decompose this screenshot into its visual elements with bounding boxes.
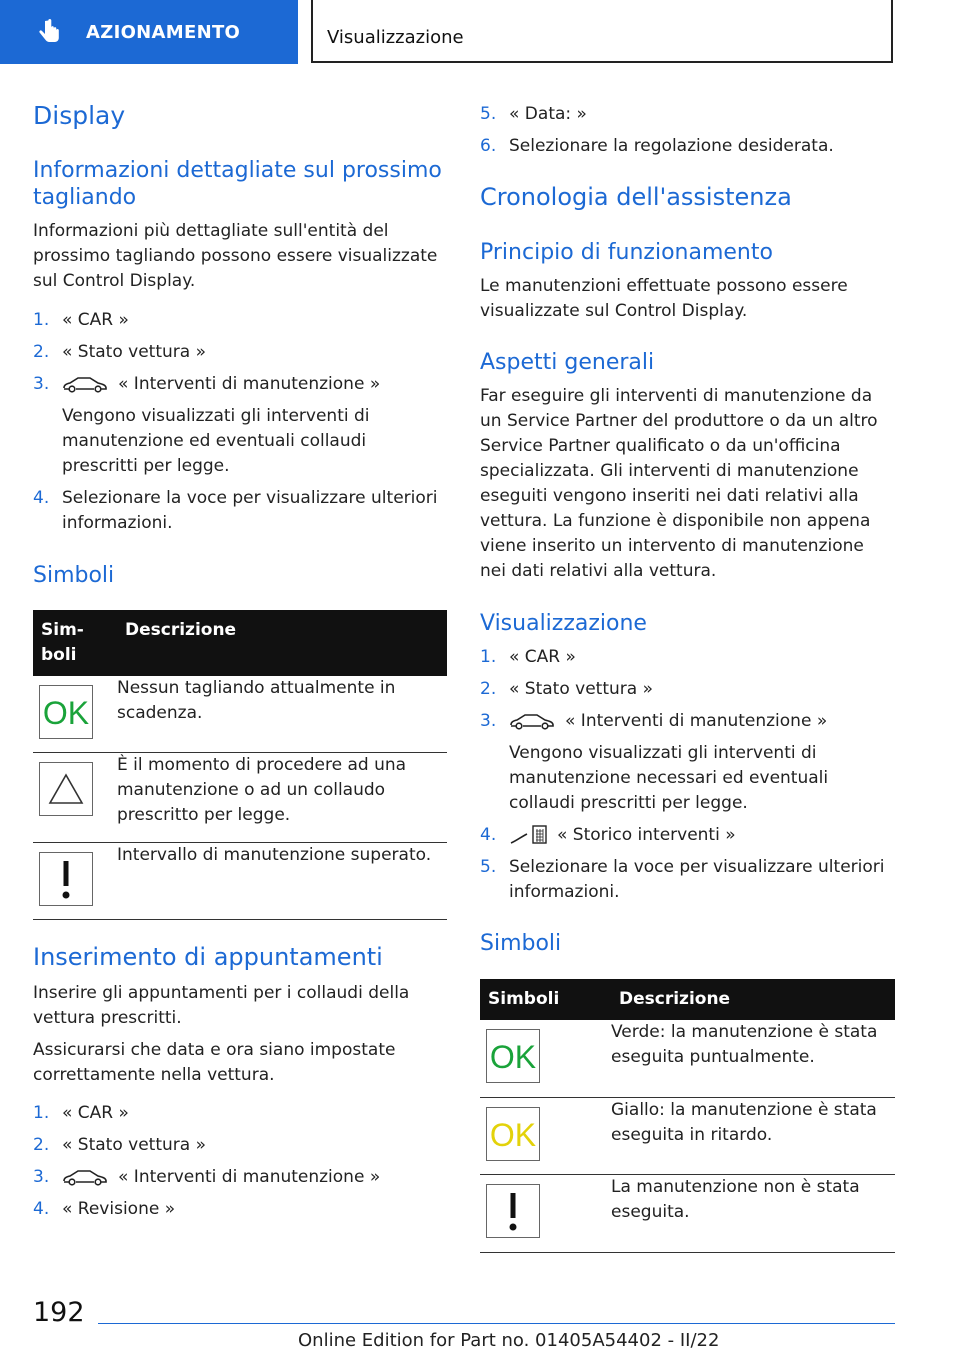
page-number: 192: [33, 1297, 85, 1328]
edition-text: Online Edition for Part no. 01405A54402 - II/22: [298, 1330, 720, 1351]
svg-text:OK: OK: [489, 1039, 537, 1075]
page-header: [0, 0, 960, 66]
list-item: 4. « Storico interventi »: [480, 825, 736, 845]
paragraph-general: Far eseguire gli interventi di manutenzione da un Service Partner del produttore o da un altro Service Partner qualificato o da un'officina specializzata. Gli interventi di manutenzione eseguiti vengono inseriti nei dati relativi alla vettura. La funzione è disponibile non appena viene inserito un intervento di manutenzione nei dati relativi alla vettura.: [480, 386, 878, 581]
table-row: La manutenzione non è stata eseguita.: [480, 1174, 895, 1252]
chapter-tab: [0, 0, 298, 64]
list-item: 4. Selezionare la voce per visualizzare ulteriori informazioni.: [33, 488, 438, 533]
paragraph-appointments: Inserire gli appuntamenti per i collaudi della vettura prescritti.: [33, 983, 410, 1028]
column-header-symbols: Simboli: [480, 979, 611, 1020]
exclamation-icon: [486, 1184, 540, 1238]
table-row: È il momento di procedere ad una manutenzione o ad un collaudo prescritto per legge.: [33, 752, 447, 842]
heading-visualization: Visualizzazione: [480, 611, 647, 636]
heading-principle: Principio di funzionamento: [480, 240, 773, 265]
car-icon: [62, 1168, 108, 1186]
list-item: 5. Selezionare la voce per visualizzare ulteriori informazioni.: [480, 857, 885, 902]
list-item: 3. « Interventi di manutenzione »: [33, 1167, 381, 1187]
step-note: Vengono visualizzati gli interventi di manutenzione necessari ed eventuali collaudi prescritti per legge.: [509, 743, 829, 813]
list-item: 5. « Data: »: [480, 104, 587, 124]
heading-general: Aspetti generali: [480, 350, 655, 375]
column-header-description: Descrizione: [117, 610, 447, 676]
car-icon: [509, 712, 555, 730]
ok-green-icon: [39, 685, 93, 739]
footer-divider: [98, 1323, 895, 1324]
paragraph-date-time: Assicurarsi che data e ora siano impostate correttamente nella vettura.: [33, 1040, 396, 1085]
paragraph-intro: Informazioni più dettagliate sull'entità del prossimo tagliando possono essere visualizzate sul Control Display.: [33, 221, 438, 291]
list-item: 1. « CAR »: [480, 647, 576, 667]
list-item: 2. « Stato vettura »: [480, 679, 653, 699]
symbols-table: [480, 979, 895, 1253]
list-item: 2. « Stato vettura »: [33, 342, 206, 362]
chapter-label: AZIONAMENTO: [86, 21, 241, 43]
car-icon: [62, 375, 108, 393]
section-title-service-history: Cronologia dell'assistenza: [480, 183, 792, 211]
table-row: OK Nessun tagliando attualmente in scadenza.: [33, 676, 447, 752]
list-item: 4. « Revisione »: [33, 1199, 176, 1219]
list-item: 2. « Stato vettura »: [33, 1135, 206, 1155]
list-item: 1. « CAR »: [33, 310, 129, 330]
list-item: 1. « CAR »: [33, 1103, 129, 1123]
list-item: 6. Selezionare la regolazione desiderata.: [480, 136, 834, 156]
section-label: Visualizzazione: [327, 27, 464, 48]
list-item: 3. « Interventi di manutenzione »: [480, 711, 828, 731]
table-row: Intervallo di manutenzione superato.: [33, 842, 447, 919]
list-item: 3. « Interventi di manutenzione »: [33, 374, 381, 394]
section-box: [311, 0, 893, 63]
ok-yellow-icon: [486, 1107, 540, 1161]
heading-symbols: Simboli: [480, 931, 562, 956]
exclamation-icon: [39, 852, 93, 906]
service-history-icon: [509, 823, 549, 847]
warning-triangle-icon: [39, 762, 93, 816]
heading-next-service: Informazioni dettagliate sul prossimo tagliando: [33, 158, 442, 210]
ok-green-icon: [486, 1029, 540, 1083]
column-header-symbols: Sim- boli: [33, 610, 117, 676]
paragraph-principle: Le manutenzioni effettuate possono essere visualizzate sul Control Display.: [480, 276, 848, 321]
svg-text:OK: OK: [42, 695, 90, 731]
section-title-display: Display: [33, 101, 126, 130]
heading-symbols: Simboli: [33, 563, 115, 588]
hand-touch-icon: [34, 17, 64, 47]
step-note: Vengono visualizzati gli interventi di manutenzione ed eventuali collaudi prescritti per legge.: [62, 406, 370, 476]
symbols-table: [33, 610, 447, 920]
column-header-description: Descrizione: [611, 979, 895, 1020]
table-row: OK Giallo: la manutenzione è stata eseguita in ritardo.: [480, 1097, 895, 1174]
heading-appointments: Inserimento di appuntamenti: [33, 943, 383, 971]
table-row: OK Verde: la manutenzione è stata eseguita puntualmente.: [480, 1020, 895, 1097]
svg-text:OK: OK: [489, 1116, 537, 1153]
